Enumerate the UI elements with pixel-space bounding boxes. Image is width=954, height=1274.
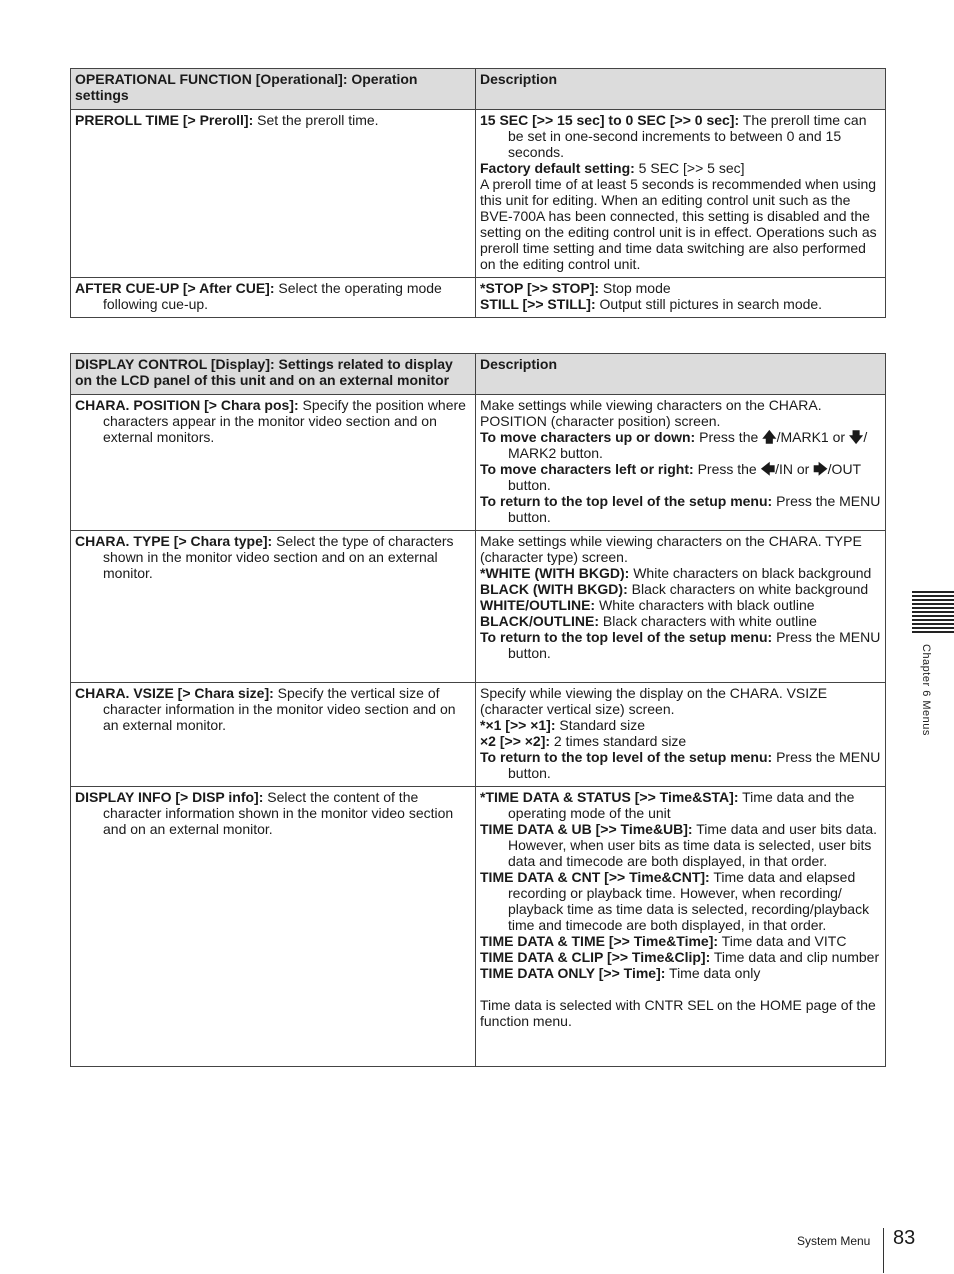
setting-desc: Select the type of characters shown in the monitor video section and on an external monitor.: [103, 533, 454, 581]
setting-cell: [71, 531, 476, 683]
option-desc: Standard size: [555, 717, 645, 733]
option-name: ×2 [>> ×2]:: [480, 733, 551, 749]
setting-cell: [71, 395, 476, 531]
description-cell: [476, 110, 886, 278]
instruction-text: Press the MENU button.: [508, 749, 881, 781]
default-label: Factory default setting:: [480, 160, 635, 176]
setting-name: DISPLAY INFO [> DISP info]:: [75, 789, 264, 805]
setting-cell: [71, 110, 476, 278]
setting-cell: [71, 787, 476, 1067]
option-name: TIME DATA & TIME [>> Time&Time]:: [480, 933, 719, 949]
instruction-text: Press the MENU button.: [508, 629, 881, 661]
table-row: [71, 683, 886, 787]
option-name: *×1 [>> ×1]:: [480, 717, 556, 733]
setting-name: PREROLL TIME [> Preroll]:: [75, 112, 254, 128]
option-desc: Black characters on white background: [627, 581, 869, 597]
instruction-text: / MARK2 button.: [508, 429, 868, 461]
description-cell: [476, 683, 886, 787]
instruction-text: Press the: [693, 461, 761, 477]
option-desc: Time data and the operating mode of the unit: [508, 789, 855, 821]
option-desc: The preroll time can be set in one-second increments to between 0 and 15 seconds.: [508, 112, 867, 160]
intro-text: Make settings while viewing characters on the CHARA. TYPE (character type) screen.: [480, 533, 862, 565]
table-header-row: [71, 69, 886, 110]
description-cell: [476, 531, 886, 683]
table-header-description: Description: [476, 354, 886, 395]
option-name: 15 SEC [>> 15 sec] to 0 SEC [>> 0 sec]:: [480, 112, 740, 128]
setting-desc: Select the content of the character information shown in the monitor video section and on an external monitor.: [103, 789, 454, 837]
instruction-label: To return to the top level of the setup menu:: [480, 493, 773, 509]
option-name: WHITE/OUTLINE:: [480, 597, 596, 613]
arrow-up-icon: 🡅: [762, 429, 777, 445]
table-header-function: DISPLAY CONTROL [Display]: Settings related to display on the LCD panel of this unit and on an external monitor: [71, 354, 476, 395]
table-header-function: OPERATIONAL FUNCTION [Operational]: Operation settings: [71, 69, 476, 110]
table-header-description: Description: [476, 69, 886, 110]
option-desc: Output still pictures in search mode.: [595, 296, 823, 312]
option-desc: Time data and elapsed recording or playback time. However, when recording/ playback time as time data is selected, recording/playback time and timecode are both displayed, in that order.: [508, 869, 870, 933]
option-name: STILL [>> STILL]:: [480, 296, 596, 312]
footer-divider: [883, 1228, 884, 1273]
instruction-label: To return to the top level of the setup menu:: [480, 629, 773, 645]
option-desc: White characters on black background: [629, 565, 872, 581]
note-text: Time data is selected with CNTR SEL on the HOME page of the function menu.: [480, 997, 876, 1029]
option-name: TIME DATA & CNT [>> Time&CNT]:: [480, 869, 710, 885]
arrow-left-icon: 🡄: [760, 461, 776, 477]
setting-desc: Select the operating mode following cue-up.: [103, 280, 442, 312]
display-control-table: [70, 353, 886, 1067]
option-name: BLACK (WITH BKGD):: [480, 581, 628, 597]
arrow-down-icon: 🡇: [848, 429, 864, 445]
instruction-text: /OUT button.: [508, 461, 861, 493]
spacer: [480, 981, 881, 997]
table-header-row: [71, 354, 886, 395]
option-desc: Time data and clip number: [710, 949, 880, 965]
option-name: TIME DATA & CLIP [>> Time&Clip]:: [480, 949, 711, 965]
option-desc: Time data and VITC: [718, 933, 847, 949]
option-name: *WHITE (WITH BKGD):: [480, 565, 630, 581]
chapter-tab-stripes: [912, 591, 954, 635]
instruction-text: /IN or: [775, 461, 814, 477]
option-desc: Time data and user bits data. However, when user bits as time data is selected, user bits data and timecode are both displayed, in that order.: [508, 821, 878, 869]
option-desc: Stop mode: [599, 280, 671, 296]
description-cell: [476, 395, 886, 531]
option-desc: 2 times standard size: [550, 733, 687, 749]
description-cell: [476, 787, 886, 1067]
setting-desc: Set the preroll time.: [253, 112, 379, 128]
instruction-label: To move characters up or down:: [480, 429, 696, 445]
description-cell: [476, 278, 886, 318]
note-text: A preroll time of at least 5 seconds is recommended when using this unit for editing. When an editing control unit such as the BVE-700A has been connected, this setting is disabled and the setting on the editing control unit is in effect. Operations such as preroll time setting and time data switching are also performed on the editing control unit.: [480, 176, 877, 272]
option-desc: Black characters with white outline: [599, 613, 817, 629]
instruction-text: /MARK1 or: [776, 429, 849, 445]
table-row: [71, 531, 886, 683]
option-name: BLACK/OUTLINE:: [480, 613, 599, 629]
setting-name: CHARA. TYPE [> Chara type]:: [75, 533, 273, 549]
chapter-label: Chapter 6 Menus: [920, 644, 932, 736]
instruction-text: Press the: [695, 429, 763, 445]
default-value: 5 SEC [>> 5 sec]: [634, 160, 745, 176]
option-name: TIME DATA ONLY [>> Time]:: [480, 965, 666, 981]
intro-text: Make settings while viewing characters on the CHARA. POSITION (character position) screen.: [480, 397, 822, 429]
setting-desc: Specify the position where characters appear in the monitor video section and on external monitors.: [103, 397, 466, 445]
setting-cell: [71, 683, 476, 787]
table-row: [71, 110, 886, 278]
instruction-label: To return to the top level of the setup menu:: [480, 749, 773, 765]
option-name: TIME DATA & UB [>> Time&UB]:: [480, 821, 693, 837]
setting-name: CHARA. VSIZE [> Chara size]:: [75, 685, 274, 701]
footer-section-label: System Menu: [797, 1234, 871, 1248]
page-number: 83: [893, 1227, 916, 1249]
arrow-right-icon: 🡆: [813, 461, 828, 477]
instruction-text: Press the MENU button.: [508, 493, 881, 525]
table-row: [71, 395, 886, 531]
setting-desc: Specify the vertical size of character information in the monitor video section and on an external monitor.: [103, 685, 456, 733]
setting-name: AFTER CUE-UP [> After CUE]:: [75, 280, 275, 296]
operational-function-table: [70, 68, 886, 318]
option-desc: White characters with black outline: [595, 597, 815, 613]
setting-cell: [71, 278, 476, 318]
setting-name: CHARA. POSITION [> Chara pos]:: [75, 397, 299, 413]
option-name: *TIME DATA & STATUS [>> Time&STA]:: [480, 789, 739, 805]
table-row: [71, 787, 886, 1067]
option-name: *STOP [>> STOP]:: [480, 280, 600, 296]
option-desc: Time data only: [665, 965, 761, 981]
instruction-label: To move characters left or right:: [480, 461, 694, 477]
table-row: [71, 278, 886, 318]
intro-text: Specify while viewing the display on the CHARA. VSIZE (character vertical size) screen.: [480, 685, 828, 717]
